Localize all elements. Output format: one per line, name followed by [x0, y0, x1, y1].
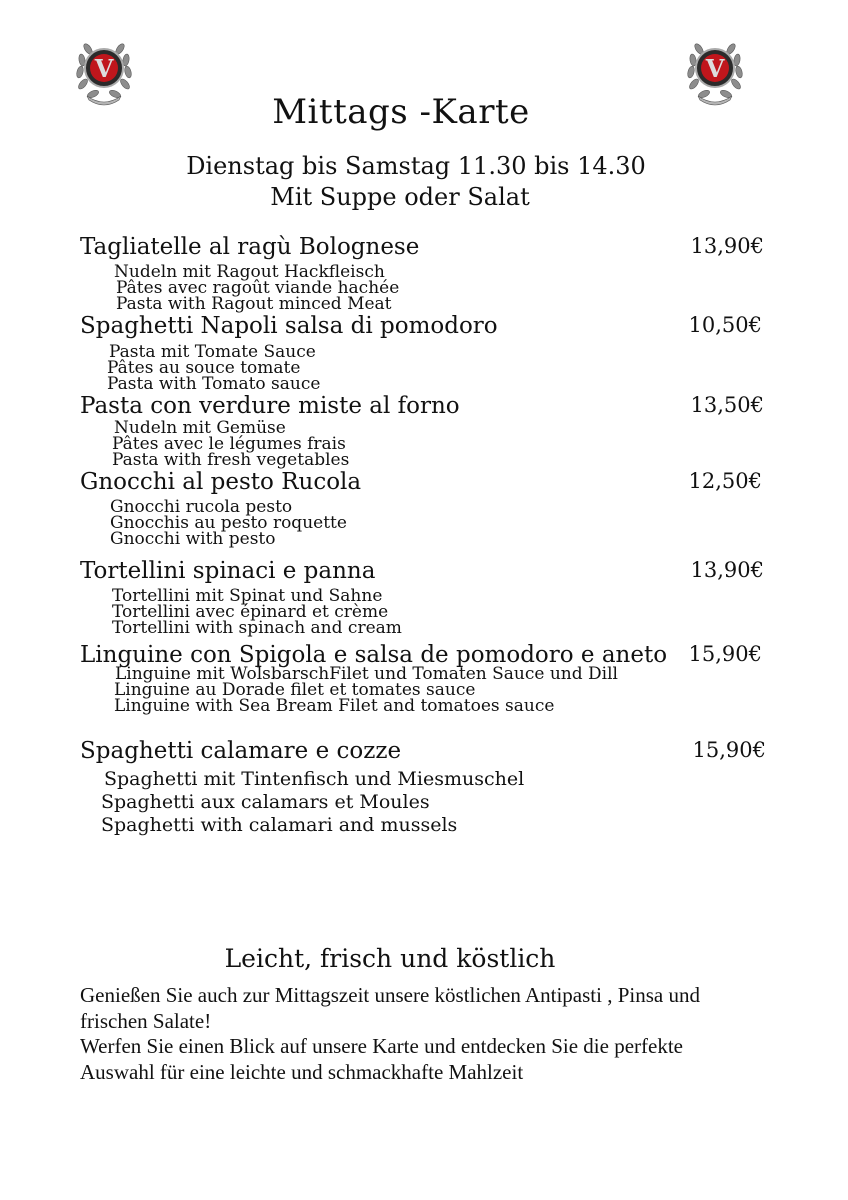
- closing-line: Genießen Sie auch zur Mittagszeit unsere köstlichen Antipasti , Pinsa und: [80, 983, 700, 1007]
- menu-item: [80, 642, 770, 714]
- dish-description-de: Nudeln mit Gemüse: [114, 418, 286, 438]
- dish-price: 12,50€: [688, 469, 762, 493]
- dish-description-de: Spaghetti mit Tintenfisch und Miesmuschel: [104, 768, 525, 790]
- opening-hours: Dienstag bis Samstag 11.30 bis 14.30: [186, 152, 646, 180]
- dish-description-fr: Spaghetti aux calamars et Moules: [101, 791, 430, 813]
- menu-item: [80, 558, 770, 636]
- closing-heading: Leicht, frisch und köstlich: [224, 944, 556, 973]
- dish-description-fr: Linguine au Dorade filet et tomates sauce: [114, 680, 476, 700]
- dish-description-en: Pasta with fresh vegetables: [112, 450, 350, 470]
- dish-description-fr: Pâtes avec le légumes frais: [112, 434, 346, 454]
- dish-name: Tagliatelle al ragù Bolognese: [80, 234, 420, 260]
- svg-text:V: V: [94, 54, 114, 83]
- dish-name: Tortellini spinaci e panna: [80, 558, 376, 584]
- dish-description-de: Gnocchi rucola pesto: [110, 497, 293, 517]
- closing-paragraph: [80, 983, 780, 1085]
- dish-name: Pasta con verdure miste al forno: [80, 393, 460, 419]
- dish-price: 13,90€: [690, 558, 764, 582]
- dish-description-en: Linguine with Sea Bream Filet and tomatoes sauce: [114, 696, 555, 716]
- dish-price: 13,90€: [690, 234, 764, 258]
- closing-line: Werfen Sie einen Blick auf unsere Karte und entdecken Sie die perfekte: [80, 1034, 683, 1058]
- dish-description-en: Tortellini with spinach and cream: [112, 618, 402, 638]
- dish-price: 15,90€: [688, 642, 762, 666]
- dish-description-de: Pasta mit Tomate Sauce: [109, 342, 316, 362]
- dish-description-fr: Pâtes au souce tomate: [107, 358, 301, 378]
- svg-text:V: V: [705, 54, 725, 83]
- dish-price: 13,50€: [690, 393, 764, 417]
- menu-item: [80, 234, 770, 312]
- dish-price: 15,90€: [692, 738, 766, 762]
- dish-description-en: Gnocchi with pesto: [110, 529, 276, 549]
- dish-description-de: Linguine mit WolsbarschFilet und Tomaten Sauce und Dill: [115, 664, 618, 684]
- dish-name: Spaghetti calamare e cozze: [80, 738, 402, 764]
- menu-item: [80, 469, 770, 547]
- dish-description-en: Pasta with Tomato sauce: [107, 374, 321, 394]
- menu-item: [80, 738, 770, 837]
- dish-description-fr: Tortellini avec épinard et crème: [112, 602, 389, 622]
- dish-description-fr: Pâtes avec ragoût viande hachée: [116, 278, 400, 298]
- dish-description-en: Spaghetti with calamari and mussels: [101, 814, 458, 836]
- dish-description-de: Nudeln mit Ragout Hackfleisch: [114, 262, 385, 282]
- closing-line: frischen Salate!: [80, 1008, 212, 1033]
- page-title: Mittags -Karte: [272, 92, 530, 132]
- dish-description-en: Pasta with Ragout minced Meat: [116, 294, 392, 314]
- menu-item: [80, 393, 770, 468]
- dish-name: Gnocchi al pesto Rucola: [80, 469, 362, 495]
- dish-price: 10,50€: [688, 313, 762, 337]
- closing-line: Auswahl für eine leichte und schmackhafte Mahlzeit: [80, 1059, 524, 1084]
- menu-item: [80, 313, 770, 392]
- dish-name: Linguine con Spigola e salsa de pomodoro e aneto: [80, 642, 668, 668]
- dish-description-de: Tortellini mit Spinat und Sahne: [112, 586, 383, 606]
- dish-description-fr: Gnocchis au pesto roquette: [110, 513, 347, 533]
- dish-name: Spaghetti Napoli salsa di pomodoro: [80, 313, 498, 339]
- included-note: Mit Suppe oder Salat: [270, 183, 530, 211]
